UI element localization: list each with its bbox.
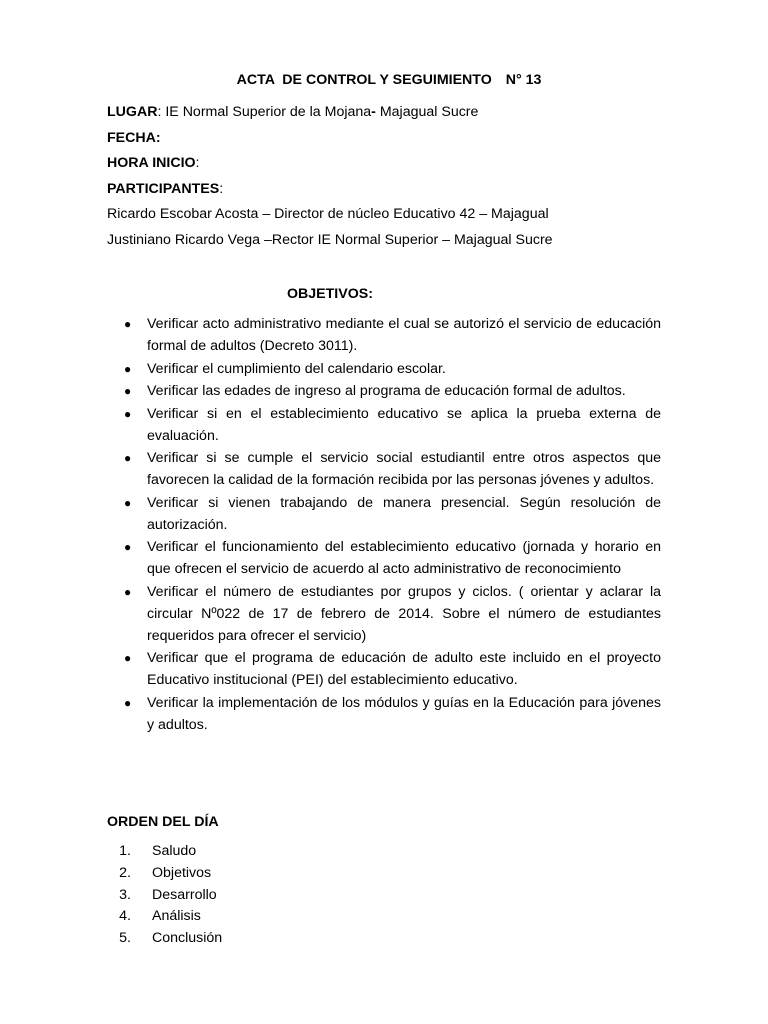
orden-num: 3. <box>119 886 131 903</box>
participant-1: Ricardo Escobar Acosta – Director de núcleo Educativo 42 – Majagual <box>107 206 549 222</box>
participant-2: Justiniano Ricardo Vega –Rector IE Normal Superior – Majagual Sucre <box>107 231 553 248</box>
bullet-icon: ● <box>124 317 132 331</box>
orden-heading: ORDEN DEL DÍA <box>107 814 219 830</box>
orden-num: 1. <box>119 843 131 859</box>
lugar-sep: : <box>157 104 166 120</box>
title-number: N° 13 <box>505 72 542 88</box>
objetivo-item <box>107 647 661 691</box>
objetivo-item <box>107 447 661 491</box>
lugar-label: LUGAR <box>107 104 158 120</box>
hora-row <box>107 151 667 177</box>
title-main: ACTA DE CONTROL Y SEGUIMIENTO <box>236 72 492 88</box>
bullet-icon: ● <box>124 695 132 710</box>
participantes-row <box>107 177 667 203</box>
orden-text: Objetivos <box>152 864 212 881</box>
orden-item <box>107 906 222 928</box>
objetivo-text: Verificar acto administrativo mediante el cual se autorizó el servicio de educación formal de adultos (Decreto 3011). <box>147 316 661 354</box>
objetivo-item <box>107 313 661 357</box>
orden-item <box>107 863 222 885</box>
objetivo-text: Verificar si en el establecimiento educativo se aplica la prueba externa de evaluación. <box>147 405 661 444</box>
lugar-row <box>107 100 667 126</box>
objetivo-item <box>107 492 661 536</box>
objetivo-text: Verificar el número de estudiantes por grupos y ciclos. ( orientar y aclarar la circular Nº022 de 17 de febrero de 2014. Sobre el número de estudiantes requeridos para ofrecer el servicio) <box>147 583 661 644</box>
orden-text: Desarrollo <box>152 886 217 903</box>
fecha-row <box>107 126 667 152</box>
objetivo-item <box>107 403 661 447</box>
objetivo-item <box>107 358 661 380</box>
objetivo-text: Verificar el funcionamiento del establecimiento educativo (jornada y horario en que ofrecen el servicio de acuerdo al acto administrativo de reconocimiento <box>147 539 661 577</box>
orden-text: Saludo <box>152 843 197 859</box>
bullet-icon: ● <box>124 584 132 599</box>
participantes-label: PARTICIPANTES <box>107 180 220 197</box>
participantes-sep: : <box>219 180 224 197</box>
header-info <box>107 100 667 253</box>
objetivo-item <box>107 380 661 402</box>
hora-sep: : <box>195 155 200 171</box>
objetivo-item <box>107 536 661 580</box>
orden-item <box>107 885 222 907</box>
objetivo-text: Verificar si se cumple el servicio social estudiantil entre otros aspectos que favorecen la calidad de la formación recibida por las personas jóvenes y adultos. <box>147 450 661 488</box>
bullet-icon: ● <box>124 384 132 398</box>
document-title <box>0 69 768 91</box>
orden-num: 5. <box>119 930 131 947</box>
bullet-icon: ● <box>124 495 132 510</box>
orden-text: Análisis <box>152 908 201 925</box>
orden-item <box>107 928 222 950</box>
orden-num: 4. <box>119 908 131 925</box>
objetivo-text: Verificar que el programa de educación de adulto este incluido en el proyecto Educativo institucional (PEI) del establecimiento educativo. <box>147 650 661 688</box>
objetivo-item <box>107 692 661 736</box>
objetivos-list <box>107 313 661 736</box>
objetivo-text: Verificar la implementación de los módulos y guías en la Educación para jóvenes y adultos. <box>147 694 661 733</box>
lugar-dash: - <box>371 104 376 120</box>
objetivo-text: Verificar las edades de ingreso al programa de educación formal de adultos. <box>147 383 626 399</box>
objetivo-text: Verificar si vienen trabajando de manera presencial. Según resolución de autorización. <box>147 494 661 533</box>
bullet-icon: ● <box>124 540 132 554</box>
orden-item <box>107 841 222 863</box>
objetivo-item <box>107 581 661 647</box>
bullet-icon: ● <box>124 406 132 421</box>
objetivos-heading: OBJETIVOS: <box>287 286 373 302</box>
orden-text: Conclusión <box>152 930 223 947</box>
objetivo-text: Verificar el cumplimiento del calendario escolar. <box>147 360 446 377</box>
lugar-value: IE Normal Superior de la Mojana <box>165 104 372 120</box>
lugar-value-b: Majagual Sucre <box>375 104 479 120</box>
hora-label: HORA INICIO <box>107 155 196 171</box>
bullet-icon: ● <box>124 361 132 376</box>
orden-num: 2. <box>119 864 131 881</box>
orden-list <box>107 841 222 950</box>
bullet-icon: ● <box>124 651 132 665</box>
bullet-icon: ● <box>124 451 132 465</box>
fecha-label: FECHA: <box>107 129 161 146</box>
